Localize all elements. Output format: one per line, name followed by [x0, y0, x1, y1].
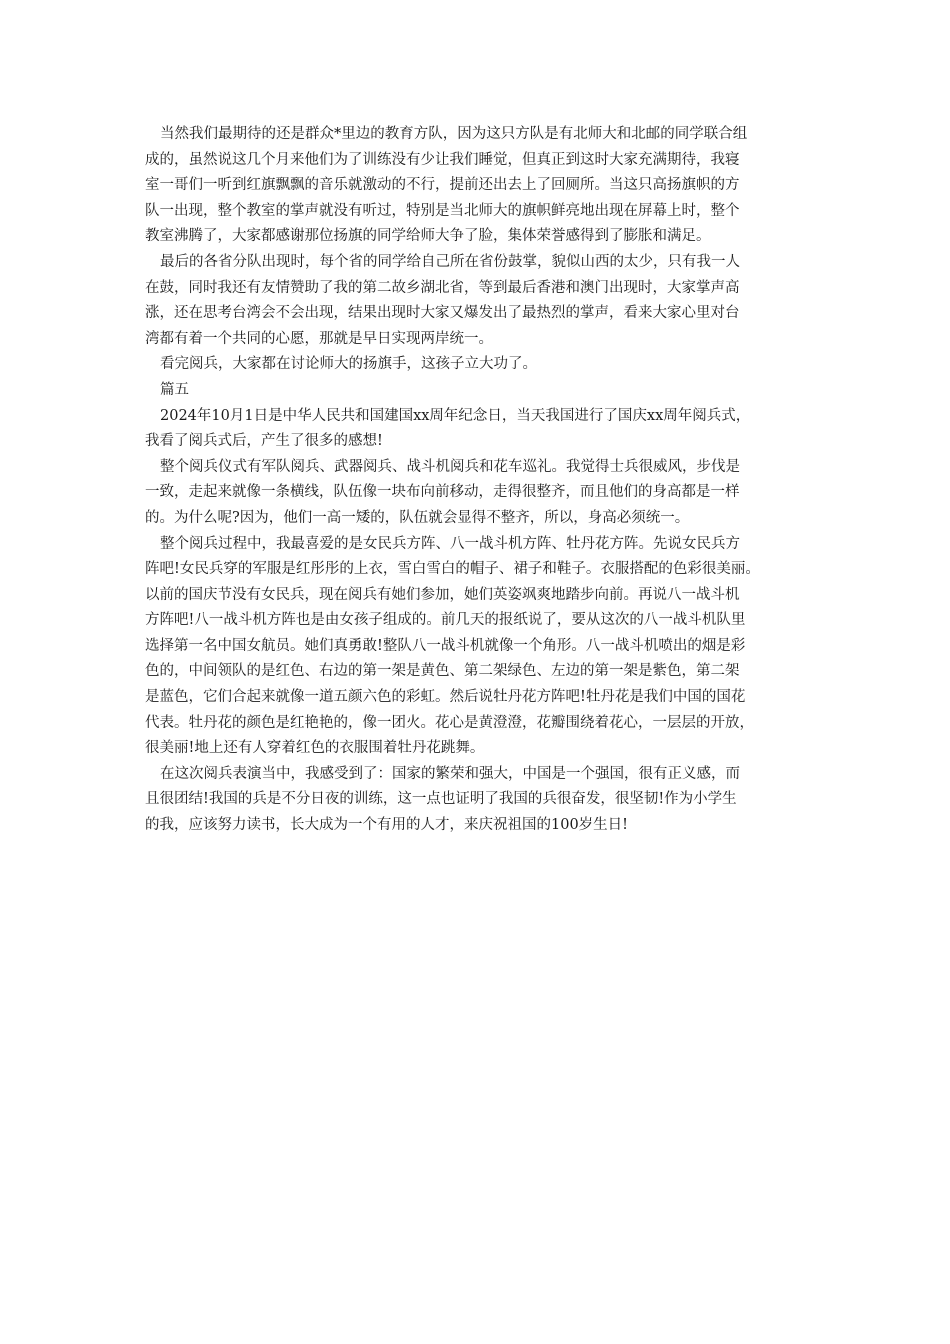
section-paragraph-2 [145, 455, 810, 532]
text-line: 最后的各省分队出现时，每个省的同学给自己所在省份鼓掌，貌似山西的太少，只有我一人 [160, 253, 740, 270]
text-line: 成的，虽然说这几个月来他们为了训练没有少让我们睡觉，但真正到这时大家充满期待，我寝 [145, 151, 740, 168]
text-line: 选择第一名中国女航员。她们真勇敢!整队八一战斗机就像一个角形。八一战斗机喷出的烟是彩 [145, 637, 746, 654]
text-line: 以前的国庆节没有女民兵，现在阅兵有她们参加，她们英姿飒爽地踏步向前。再说八一战斗机 [145, 586, 740, 603]
section-paragraph-3 [145, 532, 810, 762]
section-heading: 篇五 [160, 381, 189, 398]
text-line: 涨，还在思考台湾会不会出现，结果出现时大家又爆发出了最热烈的掌声，看来大家心里对台 [145, 305, 740, 322]
paragraph-3 [145, 352, 810, 378]
paragraph-1 [145, 122, 810, 250]
text-line: 室一哥们一听到红旗飘飘的音乐就激动的不行，提前还出去上了回厕所。当这只高扬旗帜的方 [145, 177, 740, 194]
text-line: 我看了阅兵式后，产生了很多的感想! [145, 433, 383, 450]
text-line: 色的，中间领队的是红色、右边的第一架是黄色、第二架绿色、左边的第一架是紫色，第二架 [145, 663, 740, 680]
text-line: 队一出现，整个教室的掌声就没有听过，特别是当北师大的旗帜鲜亮地出现在屏幕上时，整个 [145, 202, 740, 219]
text-line: 是蓝色，它们合起来就像一道五颜六色的彩虹。然后说牡丹花方阵吧!牡丹花是我们中国的国花 [145, 689, 746, 706]
document-body [145, 122, 810, 839]
text-line: 的。为什么呢?因为，他们一高一矮的，队伍就会显得不整齐，所以，身高必须统一。 [145, 509, 690, 526]
section-paragraph-4 [145, 762, 810, 839]
text-line: 代表。牡丹花的颜色是红艳艳的，像一团火。花心是黄澄澄，花瓣围绕着花心，一层层的开放， [145, 714, 754, 731]
section-paragraph-1 [145, 404, 810, 455]
text-line: 看完阅兵，大家都在讨论师大的扬旗手，这孩子立大功了。 [160, 356, 537, 373]
text-line: 湾都有着一个共同的心愿，那就是早日实现两岸统一。 [145, 330, 493, 347]
text-line: 当然我们最期待的还是群众*里边的教育方队，因为这只方队是有北师大和北邮的同学联合组 [160, 126, 748, 142]
text-line: 整个阅兵仪式有军队阅兵、武器阅兵、战斗机阅兵和花车巡礼。我觉得士兵很威风，步伐是 [160, 458, 740, 475]
text-line: 的我，应该努力读书，长大成为一个有用的人才，来庆祝祖国的100岁生日! [145, 817, 629, 834]
text-line: 很美丽!地上还有人穿着红色的衣服围着牡丹花跳舞。 [145, 740, 485, 757]
text-line: 方阵吧!八一战斗机方阵也是由女孩子组成的。前几天的报纸说了，要从这次的八一战斗机队里 [145, 612, 746, 629]
text-line: 整个阅兵过程中，我最喜爱的是女民兵方阵、八一战斗机方阵、牡丹花方阵。先说女民兵方 [160, 535, 740, 552]
paragraph-2 [145, 250, 810, 352]
text-line: 教室沸腾了，大家都感谢那位扬旗的同学给师大争了脸，集体荣誉感得到了膨胀和满足。 [145, 228, 711, 245]
text-line: 且很团结!我国的兵是不分日夜的训练，这一点也证明了我国的兵很奋发，很坚韧!作为小学生 [145, 791, 737, 808]
text-line: 一致，走起来就像一条横线，队伍像一块布向前移动，走得很整齐，而且他们的身高都是一样 [145, 484, 740, 501]
text-line: 在这次阅兵表演当中，我感受到了：国家的繁荣和强大，中国是一个强国，很有正义感，而 [160, 765, 740, 782]
text-line: 阵吧!女民兵穿的军服是红彤彤的上衣，雪白雪白的帽子、裙子和鞋子。衣服搭配的色彩很美丽。 [145, 561, 760, 578]
text-line: 2024年10月1日是中华人民共和国建国xx周年纪念日，当天我国进行了国庆xx周年阅兵式， [160, 407, 751, 424]
text-line: 在鼓，同时我还有友情赞助了我的第二故乡湖北省，等到最后香港和澳门出现时，大家掌声高 [145, 279, 740, 296]
